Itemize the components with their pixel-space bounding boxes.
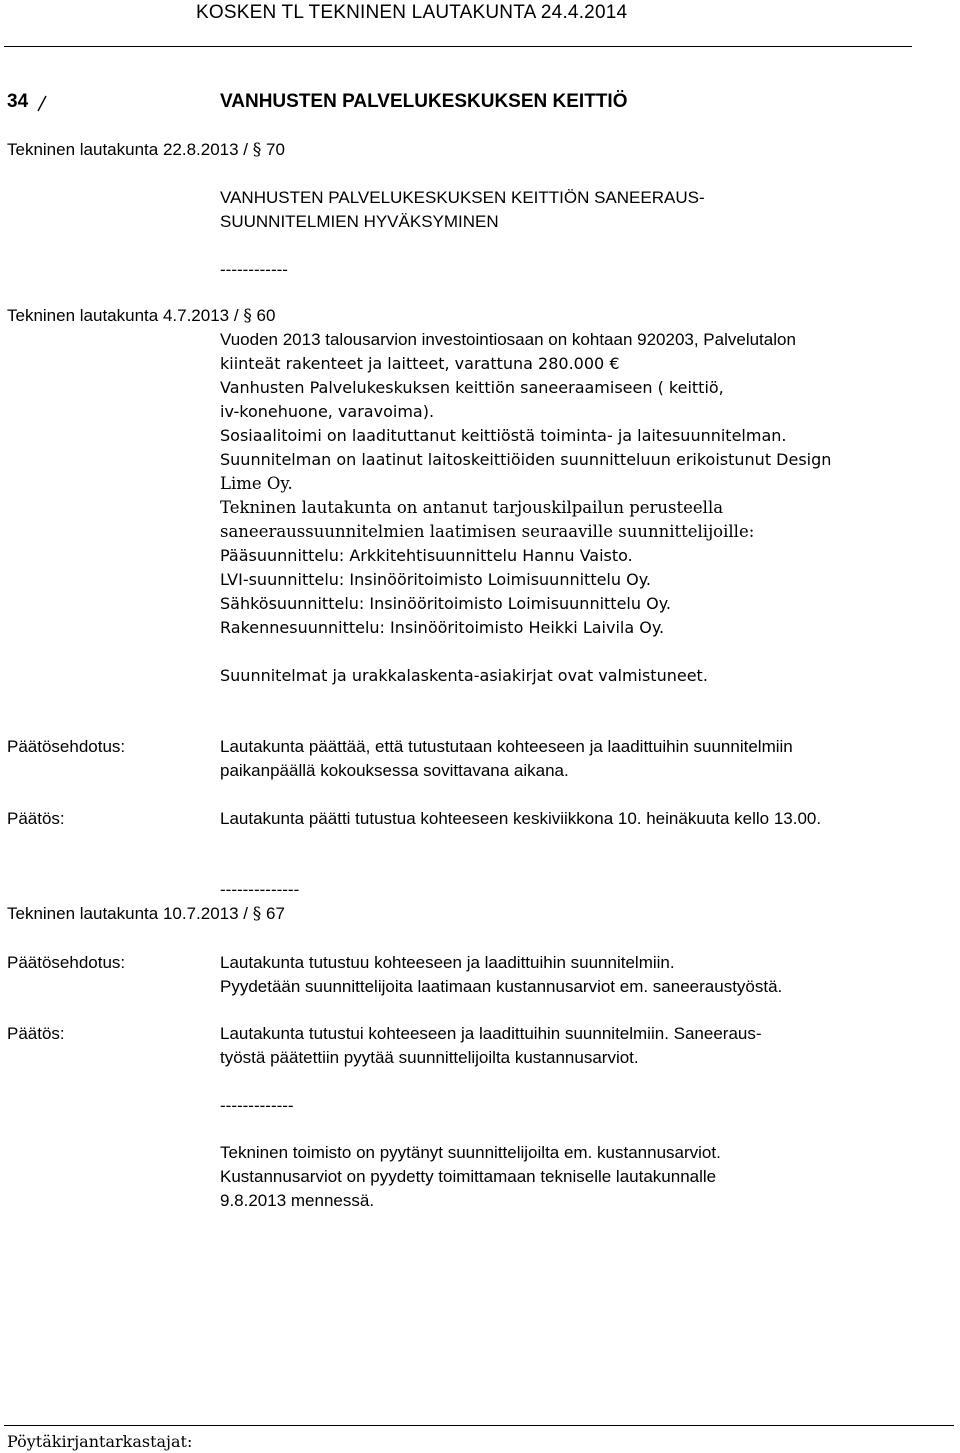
final-line: Kustannusarviot on pyydetty toimittamaan tekniselle lautakunnalle [220, 1167, 717, 1186]
reference-number: 70 [266, 140, 285, 159]
body-text: kiinteät rakenteet ja laitteet, varattuna 280.000 [220, 354, 605, 373]
reference-number: 67 [266, 904, 285, 923]
proposal-text: Pyydetään suunnittelijoita laatimaan kustannusarviot em. saneeraustyöstä. [220, 977, 783, 996]
final-line: 9.8.2013 mennessä. [220, 1191, 375, 1210]
decision-text: Lautakunta tutustui kohteeseen ja laadittuihin suunnitelmiin. Saneeraus- [220, 1024, 762, 1043]
reference-line-1 [7, 138, 285, 162]
proposal-text: Lautakunta päättää, että tutustutaan kohteeseen ja laadittuihin suunnitelmiin [220, 737, 793, 756]
designer-line: Sähkösuunnittelu: Insinööritoimisto Loimisuunnittelu Oy. [220, 594, 671, 613]
designer-line: Rakennesuunnittelu: Insinööritoimisto Heikki Laivila Oy. [220, 618, 665, 637]
euro-sign: € [609, 354, 620, 373]
final-line: Tekninen toimisto on pyytänyt suunnittelijoilta em. kustannusarviot. [220, 1143, 721, 1162]
body-line: Vanhusten Palvelukeskuksen keittiön saneeraamiseen ( keittiö, [220, 378, 724, 397]
section-sign: § [243, 306, 252, 326]
subject-line-2: SUUNNITELMIEN HYVÄKSYMINEN [220, 212, 499, 231]
section-sign: § [252, 904, 262, 924]
proposal-label: Päätösehdotus: [7, 953, 126, 972]
body-line: iv-konehuone, varavoima). [220, 402, 435, 421]
decision-label: Päätös: [7, 809, 65, 828]
decision-label: Päätös: [7, 1024, 65, 1043]
body-line: Suunnitelmat ja urakkalaskenta-asiakirjat ovat valmistuneet. [220, 666, 708, 685]
footer-divider [4, 1425, 954, 1426]
separator: ------------- [220, 1096, 294, 1115]
proposal-text: Lautakunta tutustuu kohteeseen ja laadittuihin suunnitelmiin. [220, 953, 675, 972]
decision-text: Lautakunta päätti tutustua kohteeseen keskiviikkona 10. heinäkuuta kello 13.00. [220, 809, 822, 828]
item-number-underscore [36, 94, 48, 110]
body-line: Vuoden 2013 talousarvion investointiosaan on kohtaan 920203, Palvelutalon [220, 330, 796, 349]
designer-line: Pääsuunnittelu: Arkkitehtisuunnittelu Hannu Vaisto. [220, 546, 633, 565]
reference-number: 60 [256, 306, 276, 325]
item-number: 34 [7, 91, 29, 112]
reference-line-3 [7, 902, 285, 926]
proposal-text: paikanpäällä kokouksessa sovittavana aikana. [220, 761, 569, 780]
footer-label: Pöytäkirjantarkastajat: [7, 1432, 193, 1451]
section-sign: § [252, 140, 262, 160]
separator: ------------ [220, 260, 288, 279]
reference-text: Tekninen lautakunta 10.7.2013 / [7, 904, 249, 923]
subject-line-1: VANHUSTEN PALVELUKESKUKSEN KEITTIÖN SANEERAUS- [220, 188, 705, 207]
item-title: VANHUSTEN PALVELUKESKUKSEN KEITTIÖ [220, 91, 628, 112]
designer-line: LVI-suunnittelu: Insinööritoimisto Loimisuunnittelu Oy. [220, 570, 651, 589]
reference-text: Tekninen lautakunta 22.8.2013 / [7, 140, 249, 159]
body-line: Sosiaalitoimi on laadituttanut keittiöstä toiminta- ja laitesuunnitelman. [220, 426, 787, 445]
body-line: Tekninen lautakunta on antanut tarjouskilpailun perusteella [220, 498, 724, 517]
underscore-mark [36, 94, 50, 112]
proposal-label: Päätösehdotus: [7, 737, 126, 756]
separator: -------------- [220, 880, 300, 899]
body-line [220, 352, 620, 375]
header-divider [4, 46, 912, 47]
page-header-title: KOSKEN TL TEKNINEN LAUTAKUNTA 24.4.2014 [196, 2, 628, 23]
decision-text: työstä päätettiin pyytää suunnittelijoilta kustannusarviot. [220, 1048, 639, 1067]
body-line: Suunnitelman on laatinut laitoskeittiöiden suunnitteluun erikoistunut Design [220, 450, 832, 469]
body-line: saneeraussuunnitelmien laatimisen seuraaville suunnittelijoille: [220, 522, 755, 541]
body-line: Lime Oy. [220, 474, 293, 493]
reference-line-2 [7, 304, 275, 328]
reference-text: Tekninen lautakunta 4.7.2013 / [7, 306, 239, 325]
